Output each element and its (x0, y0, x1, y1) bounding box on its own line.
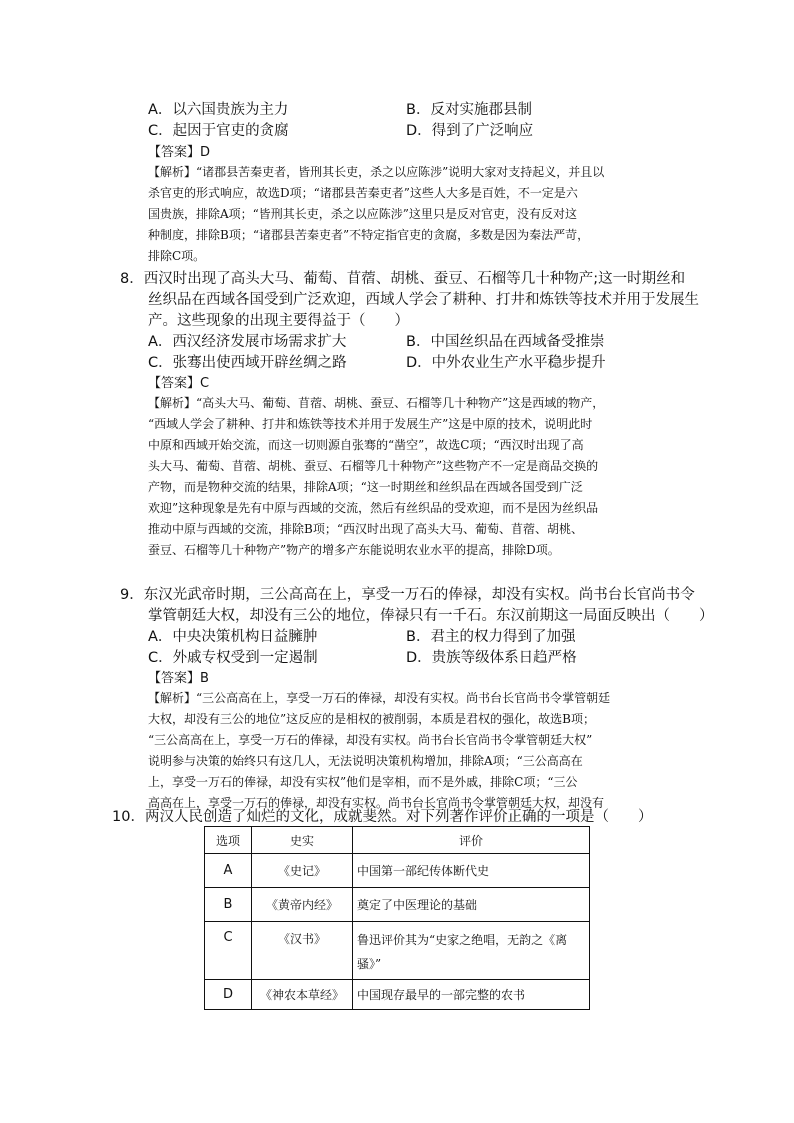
q8-explanation-line: 推动中原与西域的交流，排除B项；“西汉时出现了高头大马、葡萄、苜蓿、胡桃、 (148, 522, 583, 536)
table-cell: 《神农本草经》 (252, 980, 353, 1010)
table-row (205, 980, 590, 1010)
q9-option-c: C．外戚专权受到一定遏制 (148, 650, 318, 666)
table-cell: B (205, 888, 252, 922)
q9-option-d: D．贵族等级体系日趋严格 (406, 650, 577, 666)
table-cell: 中国现存最早的一部完整的农书 (353, 980, 590, 1010)
q9-explanation-line: 高高在上，享受一万石的俸禄，却没有实权。尚书台长官尚书令掌管朝廷大权，却没有 (148, 796, 605, 810)
q9-option-b: B．君主的权力得到了加强 (406, 629, 576, 645)
q9-answer: 【答案】B (148, 671, 209, 686)
q8-answer: 【答案】C (148, 376, 210, 391)
q8-explanation-line: 【解析】“高头大马、葡萄、苜蓿、胡桃、蚕豆、石榴等几十种物产”这是西域的物产， (148, 396, 605, 410)
q9-explanation-line: 【解析】“三公高高在上，享受一万石的俸禄，却没有实权。尚书台长官尚书令掌管朝廷 (148, 691, 611, 705)
table-header-cell: 评价 (353, 827, 590, 854)
table-header-cell: 选项 (205, 827, 252, 854)
q7-option-c: C．起因于官吏的贪腐 (148, 123, 289, 139)
q7-option-b: B．反对实施郡县制 (406, 102, 532, 118)
table-cell: A (205, 854, 252, 888)
q8-explanation-line: 欢迎”这种现象是先有中原与西域的交流，然后有丝织品的受欢迎，而不是因为丝织品 (148, 501, 599, 515)
q9-stem-line: 9．东汉光武帝时期，三公高高在上，享受一万石的俸禄，却没有实权。尚书台长官尚书令 (120, 587, 695, 603)
q10-stem: 10．两汉人民创造了灿烂的文化，成就斐然。对下列著作评价正确的一项是（ ） (112, 809, 653, 825)
q7-explanation-line: 国贵族，排除A项；“皆刑其长吏，杀之以应陈涉”这里只是反对官吏，没有反对这 (148, 207, 577, 221)
q7-explanation-line: 【解析】“诸郡县苦秦吏者，皆刑其长吏，杀之以应陈涉”说明大家对支持起义，并且以 (148, 165, 605, 179)
q7-explanation-line: 种制度，排除B项；“诸郡县苦秦吏者”不特定指官吏的贪腐，多数是因为秦法严苛， (148, 228, 590, 242)
table-row (205, 922, 590, 980)
table-cell: 鲁迅评价其为“史家之绝唱，无韵之《离骚》” (353, 922, 590, 980)
q9-explanation-line: 说明参与决策的始终只有这几人，无法说明决策机构增加，排除A项；“三公高高在 (148, 754, 583, 768)
table-cell: C (205, 922, 252, 980)
q8-explanation-line: 蚕豆、石榴等几十种物产”物产的增多产东能说明农业水平的提高，排除D项。 (148, 543, 560, 557)
table-cell: 奠定了中医理论的基础 (353, 888, 590, 922)
q8-stem-line: 8．西汉时出现了高头大马、葡萄、苜蓿、胡桃、蚕豆、石榴等几十种物产;这一时期丝和 (120, 271, 686, 287)
q7-explanation-line: 杀官吏的形式响应，故选D项；“诸郡县苦秦吏者”这些人大多是百姓，不一定是六 (148, 186, 578, 200)
q9-explanation-line: “三公高高在上，享受一万石的俸禄，却没有实权。尚书台长官尚书令掌管朝廷大权” (148, 733, 593, 747)
table-cell: D (205, 980, 252, 1010)
q8-stem-line: 产。这些现象的出现主要得益于（ ） (148, 313, 409, 329)
q9-option-a: A．中央决策机构日益臃肿 (148, 629, 318, 645)
table-cell: 中国第一部纪传体断代史 (353, 854, 590, 888)
table-header-row (205, 827, 590, 854)
q10-table (204, 826, 590, 1010)
table-cell: 《汉书》 (252, 922, 353, 980)
table-row (205, 854, 590, 888)
q8-explanation-line: 头大马、葡萄、苜蓿、胡桃、蚕豆、石榴等几十种物产”这些物产不一定是商品交换的 (148, 459, 599, 473)
q7-explanation-line: 排除C项。 (148, 249, 206, 263)
q7-option-a: A．以六国贵族为主力 (148, 102, 289, 118)
q8-explanation-line: 产物，而是物种交流的结果，排除A项；“这一时期丝和丝织品在西域各国受到广泛 (148, 480, 583, 494)
table-row (205, 888, 590, 922)
q7-answer: 【答案】D (148, 145, 211, 160)
table-cell: 《史记》 (252, 854, 353, 888)
q7-option-d: D．得到了广泛响应 (406, 123, 534, 139)
q9-explanation-line: 上，享受一万石的俸禄，却没有实权”他们是宰相，而不是外戚，排除C项；“三公 (148, 775, 578, 789)
q8-option-a: A．西汉经济发展市场需求扩大 (148, 334, 347, 350)
q9-explanation-line: 大权，却没有三公的地位”这反应的是相权的被削弱，本质是君权的强化，故选B项； (148, 712, 595, 726)
q8-stem-line: 丝织品在西域各国受到广泛欢迎，西域人学会了耕种、打井和炼铁等技术并用于发展生 (148, 292, 699, 308)
q8-option-c: C．张骞出使西域开辟丝绸之路 (148, 355, 347, 371)
q8-explanation-line: “西域人学会了耕种、打井和炼铁等技术并用于发展生产”这是中原的技术，说明此时 (148, 417, 593, 431)
table-cell: 《黄帝内经》 (252, 888, 353, 922)
q8-option-b: B．中国丝织品在西域备受推崇 (406, 334, 605, 350)
q8-explanation-line: 中原和西域开始交流，而这一切则源自张骞的“凿空”，故选C项；“西汉时出现了高 (148, 438, 584, 452)
table-header-cell: 史实 (252, 827, 353, 854)
q8-option-d: D．中外农业生产水平稳步提升 (406, 355, 606, 371)
q9-stem-line: 掌管朝廷大权，却没有三公的地位，俸禄只有一千石。东汉前期这一局面反映出（ ） (148, 608, 714, 624)
